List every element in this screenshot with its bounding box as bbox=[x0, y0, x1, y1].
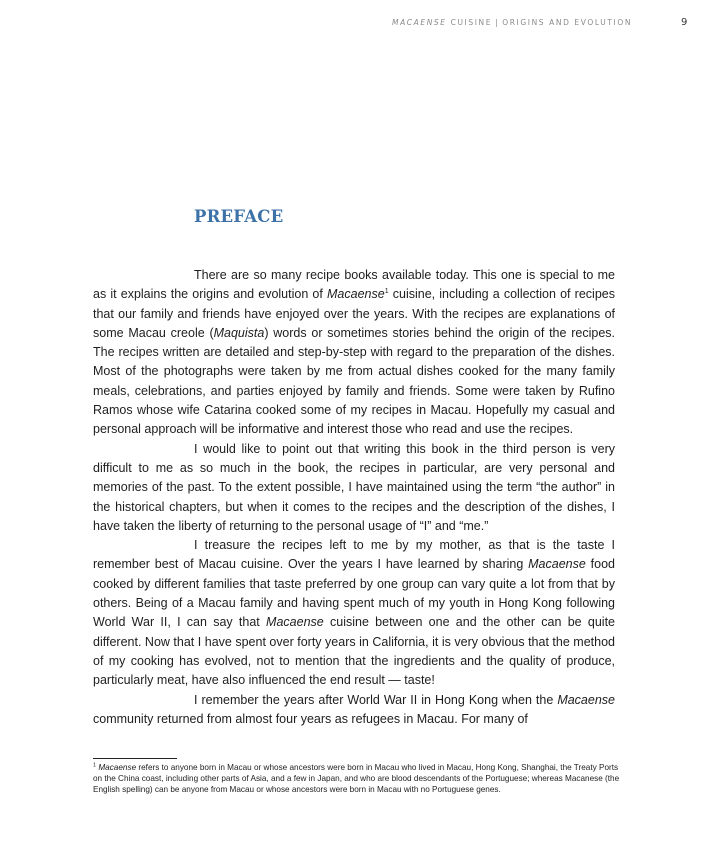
text-run: community returned from almost four years as refugees in Macau. For many of bbox=[93, 711, 528, 726]
running-head-section: ORIGINS AND EVOLUTION bbox=[502, 18, 633, 27]
footnote-marker: 1 bbox=[384, 288, 389, 296]
italic-term: Macaense bbox=[266, 615, 324, 630]
text-run: ) words or sometimes stories behind the origin of the recipes. The recipes written are detailed and step-by-step with regard to the preparation of the dishes. Most of the photographs were taken by me from actual dishes cooked for the many family meals, celebrations, and parties enjoyed by family and friends. Some were taken by Rufino Ramos whose wife Catarina cooked some of my recipes in Macau. Hopefully my casual and personal approach will be informative and interest those who read and use the recipes. bbox=[93, 325, 615, 437]
body-text bbox=[93, 266, 615, 729]
text-run: cuisine between one and the other can be quite different. Now that I have spent over forty years in California, it is very obvious that the method of my cooking has evolved, not to mention that the ingredients and the quality of produce, particularly meat, have also influenced the end result — taste! bbox=[93, 615, 615, 688]
text-run: food cooked by different families that taste preferred by one group can vary quite a lot from that by others. Being of a Macau family and having spent much of my youth in Hong Kong following World War II, I can say that bbox=[93, 557, 615, 630]
page-title: PREFACE bbox=[194, 207, 284, 226]
footnote-rule bbox=[93, 758, 177, 759]
page-number: 9 bbox=[681, 17, 688, 28]
italic-term: Macaense bbox=[98, 763, 137, 772]
running-head bbox=[392, 18, 692, 27]
paragraph bbox=[93, 266, 615, 440]
footnote bbox=[93, 763, 623, 795]
text-run: refers to anyone born in Macau or whose ancestors were born in Macau who lived in Macau, Hong Kong, Shanghai, the Treaty Ports on the China coast, including other parts of Asia, and a few in Japan, and who are blood descendants of the Portuguese; whereas Macanese (the English spelling) can be anyone from Macau or whose ancestors were born in Macau with no Portuguese genes. bbox=[93, 763, 620, 794]
paragraph bbox=[93, 691, 615, 730]
running-head-separator: | bbox=[495, 18, 500, 27]
italic-term: Maquista bbox=[213, 325, 265, 340]
text-run: cuisine, including a collection of recipes that our family and friends have enjoyed over the years. With the recipes are explanations of some Macau creole ( bbox=[93, 287, 615, 340]
running-head-book-italic: MACAENSE bbox=[392, 18, 447, 27]
italic-term: Macaense bbox=[528, 557, 586, 572]
italic-term: Macaense bbox=[327, 287, 385, 302]
text-run: I would like to point out that writing this book in the third person is very difficult to me as so much in the book, the recipes in particular, are very personal and memories of the past. To the extent possible, I have maintained using the term “the author” in the historical chapters, but when it comes to the recipes and the description of the dishes, I have taken the liberty of returning to the personal usage of “I” and “me.” bbox=[93, 441, 615, 533]
paragraph bbox=[93, 536, 615, 690]
italic-term: Macaense bbox=[557, 692, 615, 707]
footnote-marker: 1 bbox=[93, 762, 97, 769]
running-head-book: CUISINE bbox=[446, 18, 493, 27]
paragraph bbox=[93, 440, 615, 536]
text-run: I remember the years after World War II in Hong Kong when the bbox=[194, 692, 558, 707]
text-run: I treasure the recipes left to me by my mother, as that is the taste I remember best of Macau cuisine. Over the years I have learned by sharing bbox=[93, 538, 615, 572]
text-run: There are so many recipe books available today. This one is special to me as it explains the origins and evolution of bbox=[93, 268, 615, 302]
